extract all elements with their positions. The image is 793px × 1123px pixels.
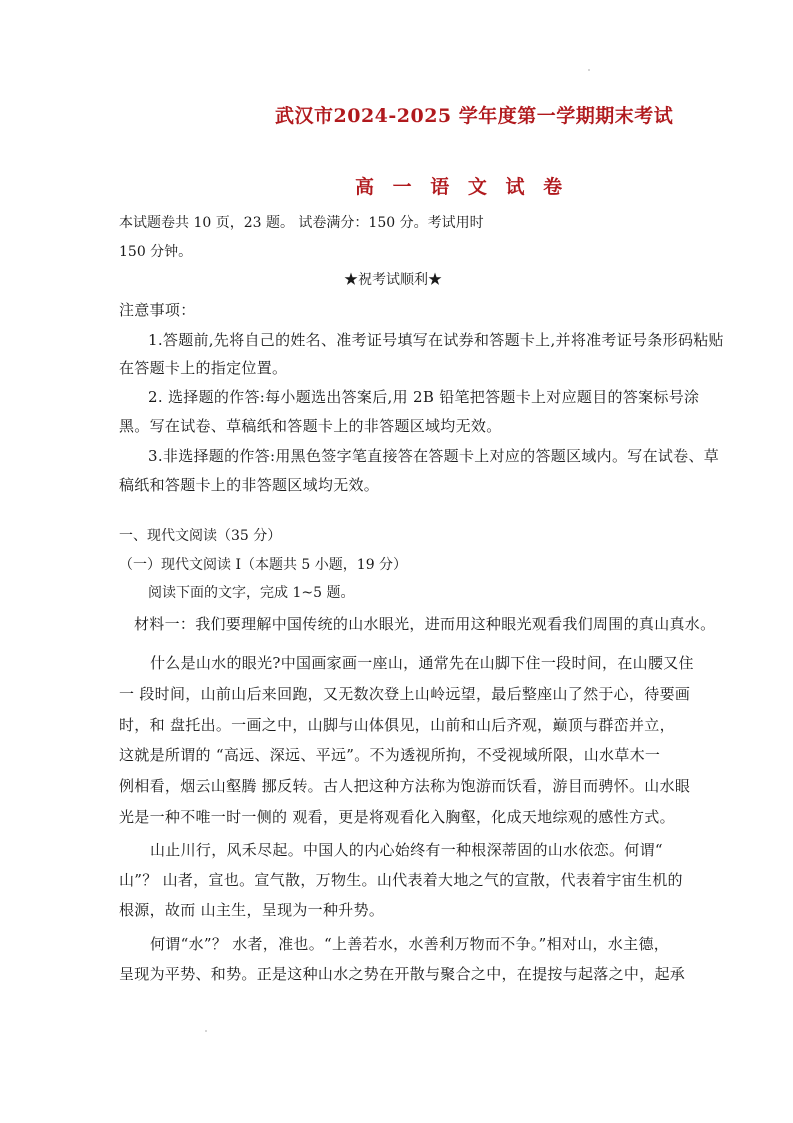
passage-line: 何谓“水”？ 水者，准也。“上善若水，水善利万物而不争。”相对山，水主德，: [150, 935, 670, 953]
passage-line: 什么是山水的眼光?中国画家画一座山，通常先在山脚下住一段时间，在山腰又住: [150, 654, 694, 672]
passage-line: 这就是所谓的 “高远、深远、平远”。不为透视所拘，不受视域所限，山水草木一: [119, 746, 661, 764]
passage-line: 呈现为平势、和势。正是这种山水之势在开散与聚合之中，在提按与起落之中，起承: [119, 965, 686, 983]
note-1-line-1: 1.答题前,先将自己的姓名、准考证号填写在试券和答题卡上,并将准考证号条形码粘贴: [148, 331, 724, 349]
good-luck-wish: ★祝考试顺利★: [344, 272, 442, 288]
note-3-line-2: 稿纸和答题卡上的非答题区域均无效。: [119, 476, 380, 494]
passage-line: 时，和 盘托出。一画之中，山脚与山体俱见，山前和山后齐观，巅顶与群峦并立，: [119, 716, 675, 734]
exam-title: 武汉市2024-2025 学年度第一学期期末考试: [275, 105, 674, 127]
notes-heading: 注意事项：: [119, 301, 196, 319]
paper-title: 高 一 语 文 试 卷: [355, 176, 569, 198]
subsection-heading: （一）现代文阅读 I（本题共 5 小题，19 分）: [119, 557, 408, 573]
material-intro: 材料一：我们要理解中国传统的山水眼光，进而用这种眼光观看我们周围的真山真水。: [134, 615, 716, 633]
scan-speck: [588, 69, 590, 71]
scan-speck: [205, 1030, 207, 1032]
passage-line: 山”？ 山者，宣也。宣气散，万物生。山代表着大地之气的宣散，代表着宇宙生机的: [119, 871, 683, 889]
section-heading: 一、现代文阅读（35 分）: [119, 528, 282, 544]
passage-line: 一 段时间，山前山后来回跑，又无数次登上山岭远望，最后整座山了然于心，待要画: [119, 685, 691, 703]
passage-line: 山止川行，风禾尽起。中国人的内心始终有一种根深蒂固的山水依恋。何谓“: [150, 841, 663, 859]
passage-line: 例相看，烟云山壑腾 挪反转。古人把这种方法称为饱游而饫看，游目而骋怀。山水眼: [119, 777, 691, 795]
passage-line: 光是一种不唯一时一侧的 观看，更是将观看化入胸壑，化成天地综观的感性方式。: [119, 808, 675, 826]
exam-info-line-2: 150 分钟。: [119, 244, 193, 260]
reading-instruction: 阅读下面的文字，完成 1~5 题。: [148, 585, 355, 601]
note-1-line-2: 在答题卡上的指定位置。: [119, 359, 288, 377]
note-2-line-2: 黑。写在试卷、草稿纸和答题卡上的非答题区域均无效。: [119, 417, 502, 435]
note-2-line-1: 2. 选择题的作答:每小题选出答案后,用 2B 铅笔把答题卡上对应题目的答案标号涂: [148, 388, 700, 406]
exam-info-line-1: 本试题卷共 10 页，23 题。 试卷满分：150 分。考试用时: [119, 215, 484, 231]
passage-line: 根源，故而 山主生，呈现为一种升势。: [119, 901, 385, 919]
note-3-line-1: 3.非选择题的作答:用黑色签字笔直接答在答题卡上对应的答题区域内。写在试卷、草: [148, 447, 720, 465]
